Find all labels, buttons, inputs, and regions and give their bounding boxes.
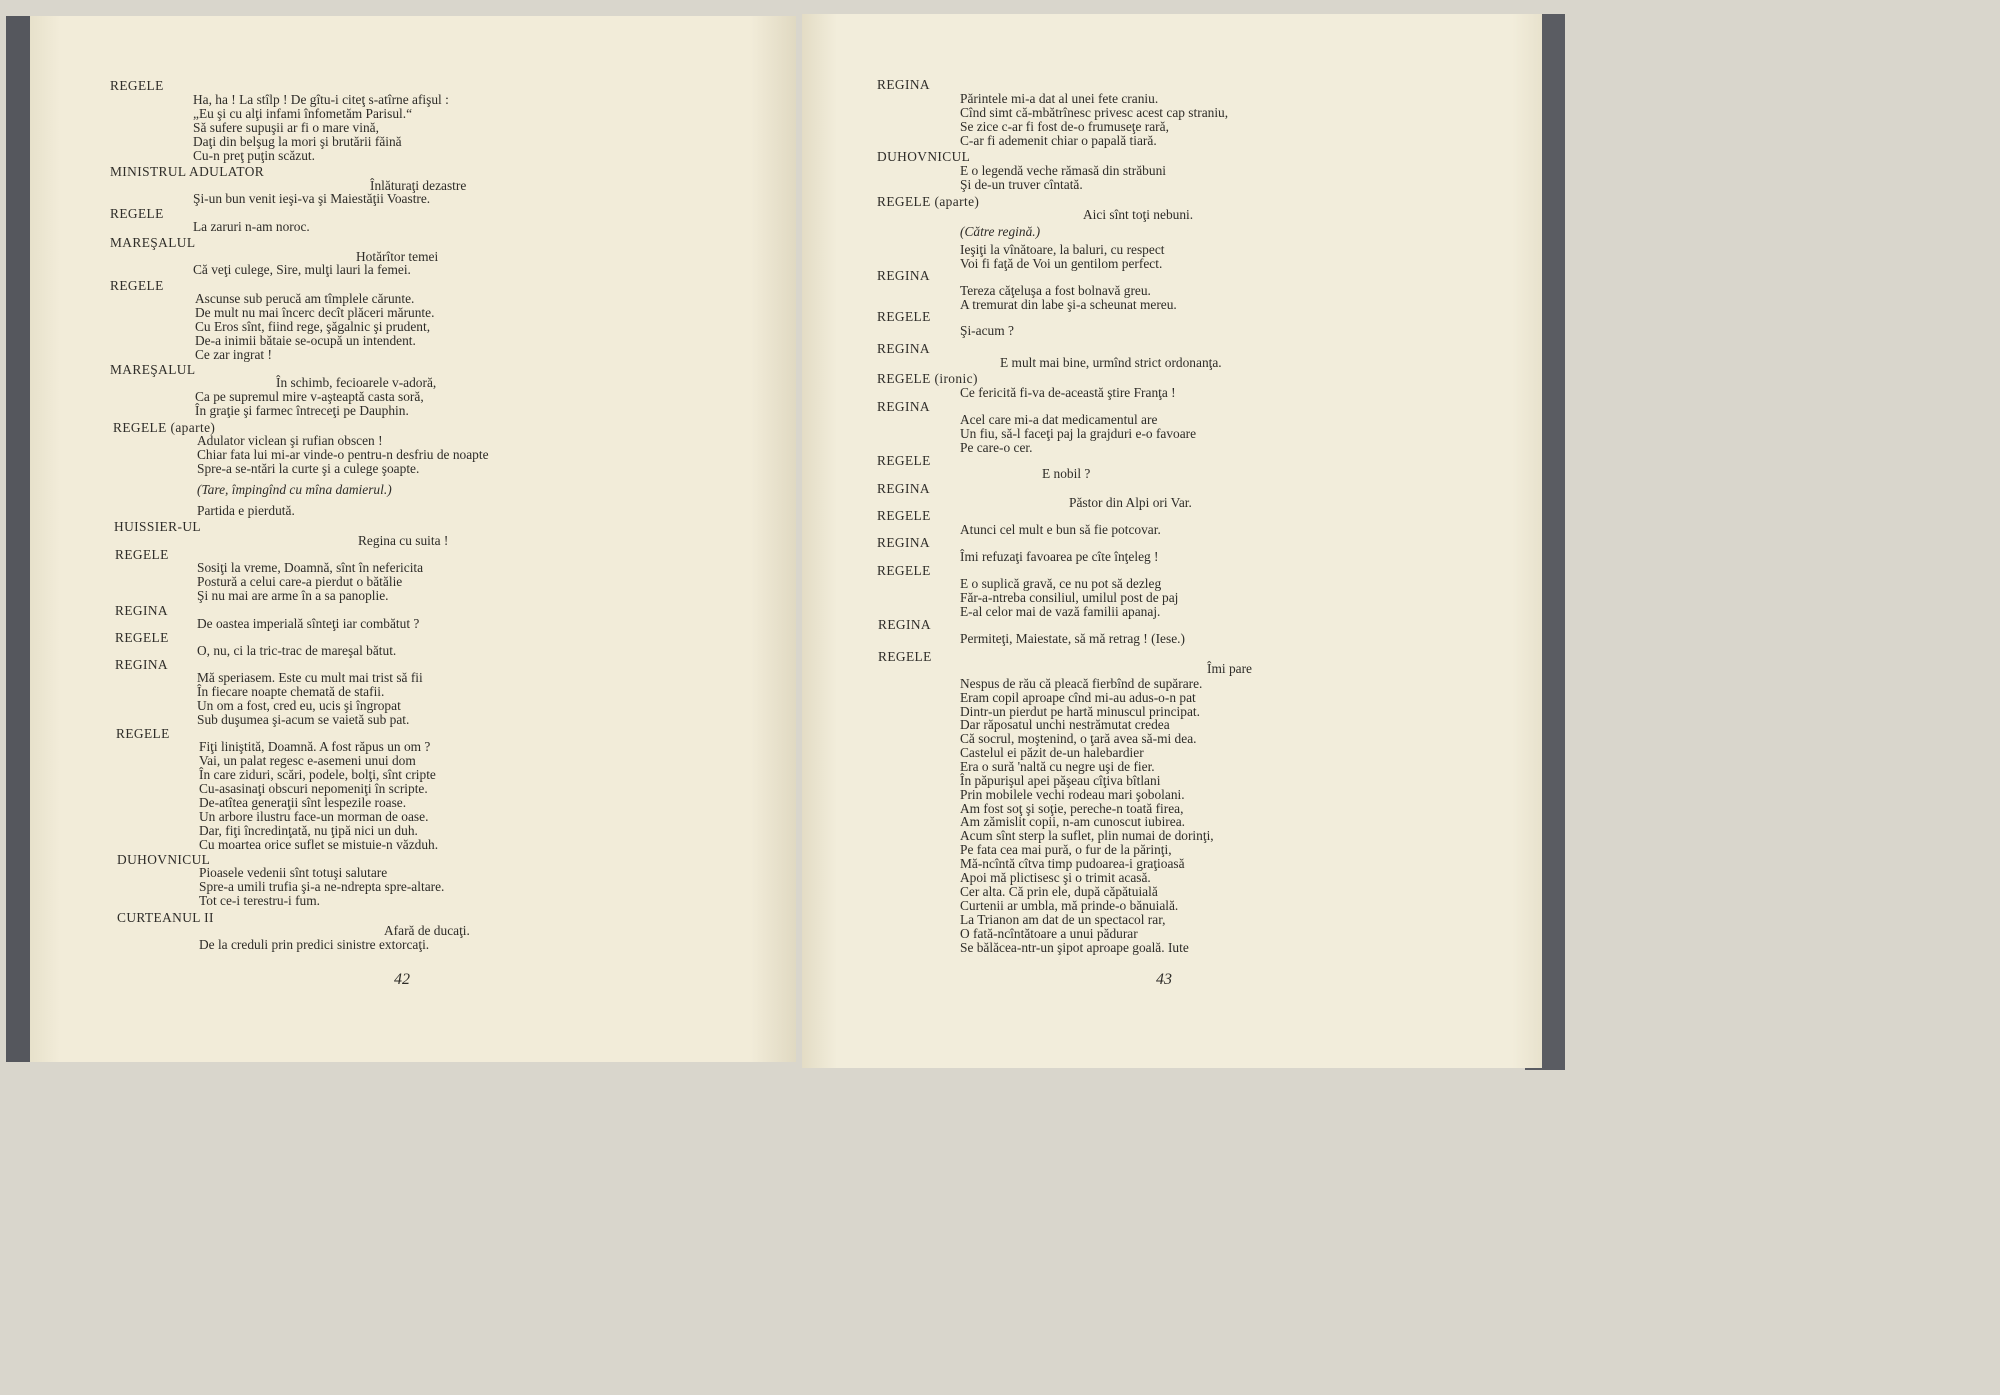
verse-line: Atunci cel mult e bun să fie potcovar.: [960, 522, 1161, 537]
verse-line: În care ziduri, scări, podele, bolţi, sînt cripte: [199, 767, 436, 782]
verse-line: Înlăturaţi dezastre: [370, 178, 467, 193]
verse-line: Şi-acum ?: [960, 323, 1014, 338]
page-number-left: 42: [394, 971, 410, 988]
speaker-name: REGINA: [878, 617, 931, 632]
verse-line: Spre-a se-ntări la curte şi a culege şoapte.: [197, 461, 420, 476]
verse-line: Nespus de rău că pleacă fierbînd de supărare.: [960, 676, 1203, 691]
speaker-name: REGINA: [877, 341, 930, 356]
speaker-name: REGINA: [877, 268, 930, 283]
verse-line: Că veţi culege, Sire, mulţi lauri la femei.: [193, 262, 411, 277]
verse-line: Ha, ha ! La stîlp ! De gîtu-i citeţ s-atîrne afişul :: [193, 92, 449, 107]
speaker-name: MAREŞALUL: [110, 235, 196, 250]
verse-line: Acum sînt sterp la suflet, plin numai de dorinţi,: [960, 828, 1214, 843]
verse-line: Dar, fiţi încredinţată, nu ţipă nici un duh.: [199, 823, 418, 838]
speaker-name: REGINA: [877, 77, 930, 92]
verse-line: C-ar fi ademenit chiar o papală tiară.: [960, 133, 1157, 148]
verse-line: A tremurat din labe şi-a scheunat mereu.: [960, 297, 1177, 312]
speaker-name: REGELE: [878, 649, 932, 664]
verse-line: Apoi mă plictisesc şi o trimit acasă.: [960, 870, 1151, 885]
verse-line: Era o sură 'naltă cu negre uşi de fier.: [960, 759, 1155, 774]
verse-line: Se zice c-ar fi fost de-o frumuseţe rară,: [960, 119, 1169, 134]
speaker-name: DUHOVNICUL: [877, 149, 971, 164]
verse-line: O fată-ncîntătoare a unui pădurar: [960, 926, 1138, 941]
verse-line: O, nu, ci la tric-trac de mareşal bătut.: [197, 643, 397, 658]
verse-line: E mult mai bine, urmînd strict ordonanţa.: [1000, 355, 1222, 370]
speaker-name: REGELE: [877, 453, 931, 468]
verse-line: „Eu şi cu alţi infami înfometăm Parisul.“: [193, 106, 413, 121]
verse-line: La Trianon am dat de un spectacol rar,: [960, 912, 1166, 927]
speaker-name: REGELE: [877, 508, 931, 523]
speaker-name: REGINA: [115, 657, 168, 672]
verse-line: Îmi refuzaţi favoarea pe cîte înţeleg !: [960, 549, 1159, 564]
verse-line: Ieşiţi la vînătoare, la baluri, cu respect: [960, 242, 1165, 257]
verse-line: Permiteţi, Maiestate, să mă retrag ! (Iese.): [960, 631, 1185, 646]
verse-line: Hotărîtor temei: [356, 249, 439, 264]
verse-line: E-al celor mai de vază familii apanaj.: [960, 604, 1161, 619]
speaker-name: REGELE (ironic): [877, 371, 978, 386]
verse-line: Un om a fost, cred eu, ucis şi îngropat: [197, 698, 401, 713]
verse-line: Ce fericită fi-va de-această ştire Franţa !: [960, 385, 1176, 400]
verse-line: Castelul ei păzit de-un halebardier: [960, 745, 1144, 760]
page-number-right: 43: [1156, 971, 1172, 988]
verse-line: Părintele mi-a dat al unei fete craniu.: [960, 91, 1159, 106]
stage-direction: (Către regină.): [960, 224, 1041, 239]
verse-line: Postură a celui care-a pierdut o bătălie: [197, 574, 403, 589]
verse-line: Pioasele vedenii sînt totuşi salutare: [199, 865, 388, 880]
verse-line: Un arbore ilustru face-un morman de oase.: [199, 809, 429, 824]
speaker-name: REGELE: [115, 630, 169, 645]
verse-line: Pe care-o cer.: [960, 440, 1033, 455]
verse-line: Fiţi liniştită, Doamnă. A fost răpus un om ?: [199, 739, 431, 754]
verse-line: Acel care mi-a dat medicamentul are: [960, 412, 1158, 427]
verse-line: Cer alta. Că prin ele, după căpătuială: [960, 884, 1158, 899]
verse-line: Am fost soţ şi soţie, pereche-n toată firea,: [960, 801, 1184, 816]
verse-line: Afară de ducaţi.: [384, 923, 470, 938]
speaker-name: REGELE (aparte): [877, 194, 980, 209]
speaker-name: REGINA: [877, 535, 930, 550]
verse-line: Voi fi faţă de Voi un gentilom perfect.: [960, 256, 1163, 271]
speaker-name: REGELE: [877, 563, 931, 578]
verse-line: Spre-a umili trufia şi-a ne-ndrepta spre-altare.: [199, 879, 445, 894]
verse-line: E o suplică gravă, ce nu pot să dezleg: [960, 576, 1162, 591]
verse-line: Vai, un palat regesc e-asemeni unui dom: [199, 753, 416, 768]
verse-line: Mă-ncîntă cîtva timp pudoarea-i graţioasă: [960, 856, 1185, 871]
verse-line: Cînd simt că-mbătrînesc privesc acest cap straniu,: [960, 105, 1229, 120]
verse-line: Cu moartea orice suflet se mistuie-n văzduh.: [199, 837, 439, 852]
speaker-name: REGELE: [877, 309, 931, 324]
verse-line: E nobil ?: [1042, 466, 1091, 481]
verse-line: Şi nu mai are arme în a sa panoplie.: [197, 588, 389, 603]
speaker-name: REGELE (aparte): [113, 420, 216, 435]
speaker-name: HUISSIER-UL: [114, 519, 201, 534]
verse-line: Tereza căţeluşa a fost bolnavă greu.: [960, 283, 1151, 298]
speaker-name: REGELE: [115, 547, 169, 562]
stage-direction: (Tare, împingînd cu mîna damierul.): [197, 482, 392, 497]
speaker-name: REGELE: [110, 278, 164, 293]
verse-line: Curtenii ar umbla, mă prinde-o bănuială.: [960, 898, 1179, 913]
verse-line: Că socrul, moştenind, o ţară avea să-mi dea.: [960, 731, 1197, 746]
verse-line: Ascunse sub perucă am tîmplele cărunte.: [195, 291, 415, 306]
verse-line: La zaruri n-am noroc.: [193, 219, 310, 234]
speaker-name: REGINA: [877, 399, 930, 414]
verse-line: În fiecare noapte chemată de stafii.: [197, 684, 385, 699]
verse-line: De-atîtea generaţii sînt lespezile roase.: [199, 795, 407, 810]
verse-line: Tot ce-i terestru-i fum.: [199, 893, 321, 908]
verse-line: E o legendă veche rămasă din străbuni: [960, 163, 1166, 178]
verse-line: Chiar fata lui mi-ar vinde-o pentru-n desfriu de noapte: [197, 447, 489, 462]
verse-line: Ca pe supremul mire v-aşteaptă casta soră,: [195, 389, 424, 404]
verse-line: Partida e pierdută.: [197, 503, 295, 518]
verse-line: Îmi pare: [1207, 661, 1252, 676]
speaker-name: REGINA: [877, 481, 930, 496]
verse-line: Daţi din belşug la mori şi brutării făină: [193, 134, 402, 149]
verse-line: Un fiu, să-l faceţi paj la grajduri e-o favoare: [960, 426, 1197, 441]
verse-line: Cu-n preţ puţin scăzut.: [193, 148, 315, 163]
verse-line: Eram copil aproape cînd mi-au adus-o-n pat: [960, 690, 1196, 705]
verse-line: În schimb, fecioarele v-adoră,: [276, 375, 437, 390]
page-right: [802, 14, 1542, 1068]
speaker-name: REGELE: [116, 726, 170, 741]
verse-line: Cu Eros sînt, fiind rege, şăgalnic şi prudent,: [195, 319, 431, 334]
verse-line: Făr-a-ntreba consiliul, umilul post de paj: [960, 590, 1179, 605]
verse-line: Aici sînt toţi nebuni.: [1083, 207, 1194, 222]
verse-line: În păpurişul apei păşeau cîţiva bîtlani: [960, 773, 1161, 788]
verse-line: Să sufere supuşii ar fi o mare vină,: [193, 120, 379, 135]
speaker-name: DUHOVNICUL: [117, 852, 211, 867]
verse-line: Dintr-un pierdut pe hartă minuscul principat.: [960, 704, 1200, 719]
speaker-name: MAREŞALUL: [110, 362, 196, 377]
speaker-name: MINISTRUL ADULATOR: [110, 164, 265, 179]
verse-line: Se bălăcea-ntr-un şipot aproape goală. Iute: [960, 940, 1189, 955]
verse-line: De oastea imperială sînteţi iar combătut ?: [197, 616, 420, 631]
verse-line: Am zămislit copii, n-am cunoscut iubirea.: [960, 814, 1185, 829]
verse-line: De mult nu mai încerc decît plăceri mărunte.: [195, 305, 435, 320]
verse-line: Păstor din Alpi ori Var.: [1069, 495, 1192, 510]
verse-line: Pe fata cea mai pură, o fur de la părinţi,: [960, 842, 1172, 857]
verse-line: Şi de-un truver cîntată.: [960, 177, 1083, 192]
verse-line: De-a inimii bătaie se-ocupă un intendent.: [195, 333, 416, 348]
verse-line: În graţie şi farmec întreceţi pe Dauphin.: [195, 403, 409, 418]
verse-line: Regina cu suita !: [358, 533, 449, 548]
speaker-name: CURTEANUL II: [117, 910, 214, 925]
verse-line: Şi-un bun venit ieşi-va şi Maiestăţii Voastre.: [193, 191, 431, 206]
verse-line: Sub duşumea şi-acum se vaietă sub pat.: [197, 712, 410, 727]
verse-line: Mă speriasem. Este cu mult mai trist să fii: [197, 670, 423, 685]
speaker-name: REGINA: [115, 603, 168, 618]
speaker-name: REGELE: [110, 78, 164, 93]
speaker-name: REGELE: [110, 206, 164, 221]
verse-line: Adulator viclean şi rufian obscen !: [197, 433, 383, 448]
verse-line: Dar răposatul unchi nestrămutat credea: [960, 717, 1170, 732]
verse-line: Prin mobilele vechi rodeau mari şobolani.: [960, 787, 1185, 802]
page-left: [30, 16, 796, 1062]
verse-line: Sosiţi la vreme, Doamnă, sînt în nefericita: [197, 560, 424, 575]
verse-line: De la creduli prin predici sinistre extorcaţi.: [199, 937, 430, 952]
verse-line: Ce zar ingrat !: [195, 347, 272, 362]
verse-line: Cu-asasinaţi obscuri nepomeniţi în scripte.: [199, 781, 428, 796]
